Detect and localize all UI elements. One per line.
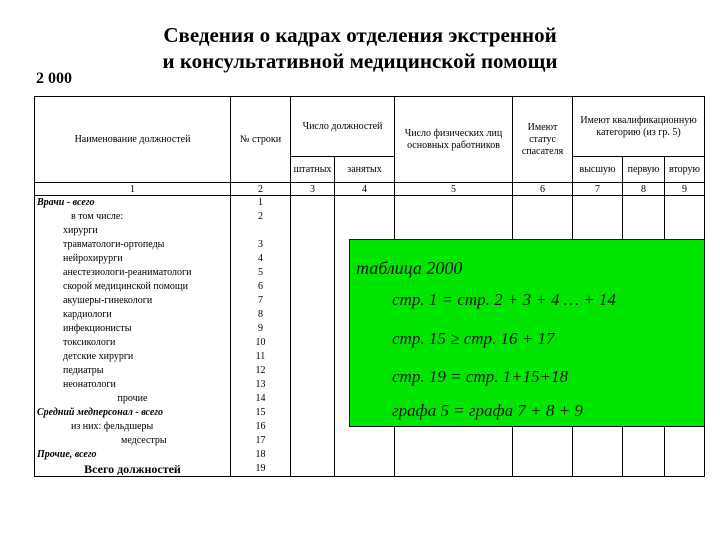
table-row bbox=[35, 434, 705, 448]
title-line-2: и консультативной медицинской помощи bbox=[162, 49, 558, 73]
row-number: 14 bbox=[231, 392, 291, 406]
page-title bbox=[120, 22, 600, 74]
row-number: 2 bbox=[231, 210, 291, 224]
rule-line: графа 5 = графа 7 + 8 + 9 bbox=[392, 401, 583, 420]
row-number: 5 bbox=[231, 266, 291, 280]
rules-title: таблица 2000 bbox=[356, 258, 463, 278]
col-number: 3 bbox=[291, 183, 335, 196]
col-number: 5 bbox=[395, 183, 513, 196]
header-positions: Число должностей bbox=[291, 97, 395, 157]
table-code: 2 000 bbox=[36, 70, 72, 87]
header-staff: штатных bbox=[291, 157, 335, 183]
rule-line: стр. 19 = стр. 1+15+18 bbox=[392, 367, 569, 386]
col-number: 1 bbox=[35, 183, 231, 196]
header-occupied: занятых bbox=[335, 157, 395, 183]
row-name: анестезиологи-реаниматологи bbox=[35, 266, 231, 280]
table-row bbox=[35, 224, 705, 238]
row-number: 16 bbox=[231, 420, 291, 434]
header-name: Наименование должностей bbox=[35, 97, 231, 183]
row-name: хирурги bbox=[35, 224, 231, 238]
row-number: 3 bbox=[231, 238, 291, 252]
row-name: травматологи-ортопеды bbox=[35, 238, 231, 252]
row-name: скорой медицинской помощи bbox=[35, 280, 231, 294]
table-row bbox=[35, 448, 705, 462]
row-name: Врачи - всего bbox=[35, 196, 231, 211]
row-number: 13 bbox=[231, 378, 291, 392]
col-number: 9 bbox=[665, 183, 705, 196]
table-row bbox=[35, 462, 705, 477]
header-persons: Число физических лиц основных работников bbox=[395, 97, 513, 183]
rule-line: стр. 15 ≥ стр. 16 + 17 bbox=[392, 329, 555, 348]
row-number: 18 bbox=[231, 448, 291, 462]
row-name: инфекционисты bbox=[35, 322, 231, 336]
row-name: кардиологи bbox=[35, 308, 231, 322]
row-name: прочие bbox=[35, 392, 231, 406]
row-name-text: Прочие, всего bbox=[37, 449, 97, 460]
header-second: вторую bbox=[665, 157, 705, 183]
row-number: 1 bbox=[231, 196, 291, 211]
rule-line: стр. 1 = стр. 2 + 3 + 4 … + 14 bbox=[392, 290, 616, 309]
header-row-no: № строки bbox=[231, 97, 291, 183]
row-name: Средний медперсонал - всего bbox=[35, 406, 231, 420]
table-row bbox=[35, 196, 705, 211]
col-number: 7 bbox=[573, 183, 623, 196]
header-highest: высшую bbox=[573, 157, 623, 183]
validation-rules-box bbox=[349, 239, 705, 427]
header-category: Имеют квалификационную категорию (из гр. 5) bbox=[573, 97, 705, 157]
row-number: 15 bbox=[231, 406, 291, 420]
row-number: 17 bbox=[231, 434, 291, 448]
row-number: 6 bbox=[231, 280, 291, 294]
table-row bbox=[35, 210, 705, 224]
row-number: 9 bbox=[231, 322, 291, 336]
row-name: Всего должностей bbox=[35, 462, 231, 477]
col-number: 8 bbox=[623, 183, 665, 196]
row-number: 4 bbox=[231, 252, 291, 266]
row-name: неонатологи bbox=[35, 378, 231, 392]
row-name: из них: фельдшеры bbox=[35, 420, 231, 434]
header-rescuer: Имеют статус спасателя bbox=[513, 97, 573, 183]
col-number: 4 bbox=[335, 183, 395, 196]
row-name: нейрохирурги bbox=[35, 252, 231, 266]
row-name: в том числе: bbox=[35, 210, 231, 224]
row-number: 11 bbox=[231, 350, 291, 364]
col-number: 6 bbox=[513, 183, 573, 196]
row-name: педиатры bbox=[35, 364, 231, 378]
row-number: 19 bbox=[231, 462, 291, 477]
row-number: 8 bbox=[231, 308, 291, 322]
row-name: акушеры-гинекологи bbox=[35, 294, 231, 308]
row-name: медсестры bbox=[35, 434, 231, 448]
row-name bbox=[35, 448, 231, 462]
header-first: первую bbox=[623, 157, 665, 183]
row-number: 10 bbox=[231, 336, 291, 350]
row-number: 7 bbox=[231, 294, 291, 308]
row-number: 12 bbox=[231, 364, 291, 378]
row-name: детские хирурги bbox=[35, 350, 231, 364]
col-number: 2 bbox=[231, 183, 291, 196]
row-number bbox=[231, 224, 291, 238]
row-name: токсикологи bbox=[35, 336, 231, 350]
title-line-1: Сведения о кадрах отделения экстренной bbox=[163, 23, 557, 47]
